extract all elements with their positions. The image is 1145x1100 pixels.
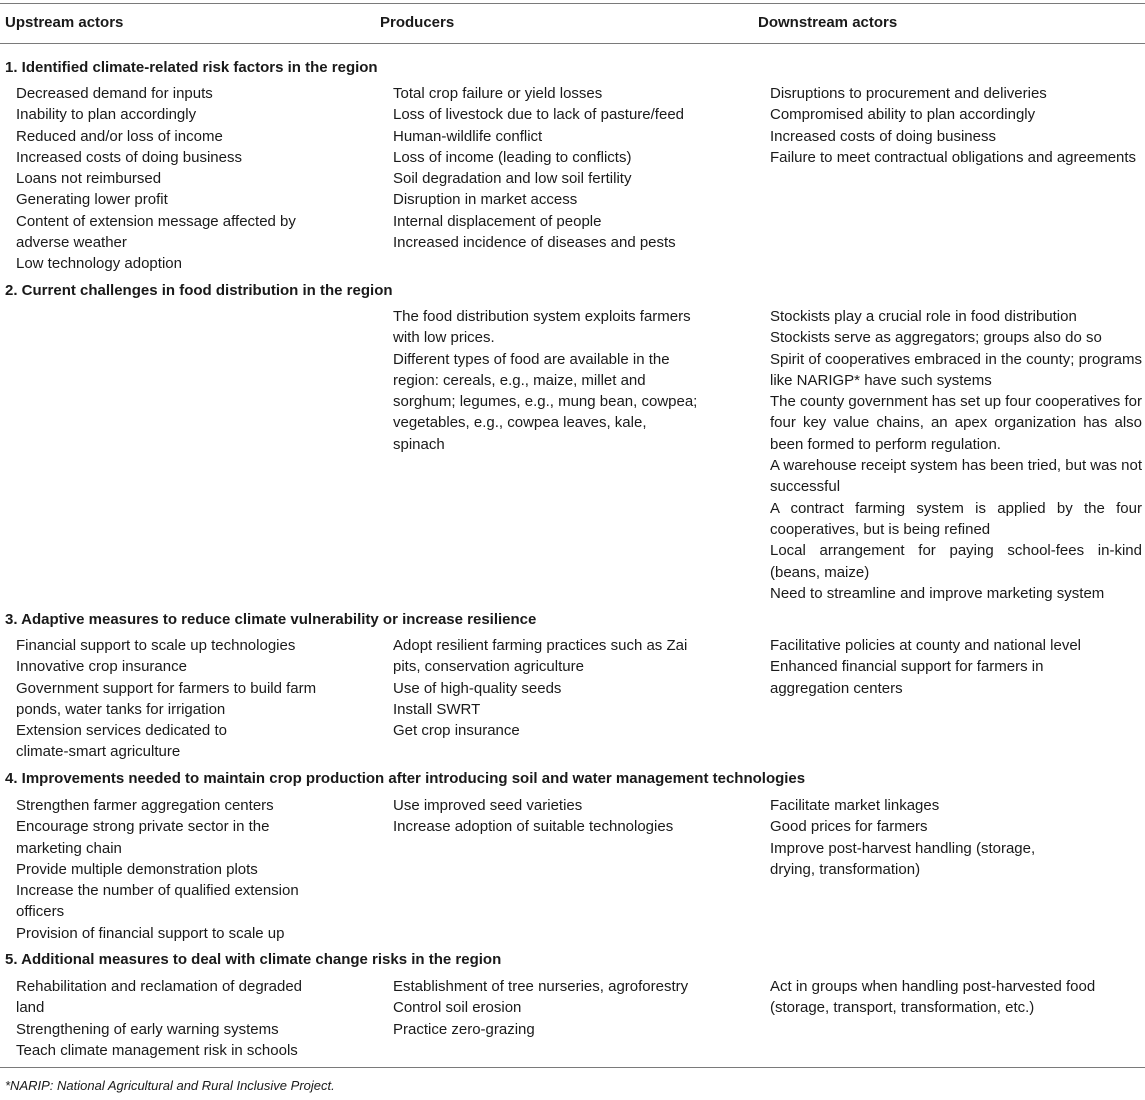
list-item: Install SWRT [393,700,481,718]
section-title: 2. Current challenges in food distribution in the region [5,282,393,299]
list-item: Inability to plan accordingly [16,106,197,124]
section-5-downstream [770,976,1142,1019]
list-item: Loss of livestock due to lack of pasture/feed [393,106,684,124]
list-item: Practice zero-grazing [393,1020,535,1038]
list-item: Stockists play a crucial role in food distribution [770,308,1077,325]
list-item: Local arrangement for paying school-fees in-kind (beans, maize) [770,542,1142,581]
section-2-downstream [770,306,1142,604]
list-item: The county government has set up four cooperatives for four key value chains, an apex organization has also been formed to perform regulation. [770,393,1142,453]
footnote: *NARIP: National Agricultural and Rural Inclusive Project. [5,1078,335,1093]
list-item: Compromised ability to plan accordingly [770,106,1036,124]
list-item: Generating lower profit [16,191,168,209]
list-item: Loans not reimbursed [16,170,162,188]
table-bottom-rule [0,1067,1145,1068]
list-item: Provision of financial support to scale up [16,924,285,942]
header-producers: Producers [380,14,455,31]
list-item: Provide multiple demonstration plots [16,860,258,878]
list-item: Increase adoption of suitable technologies [393,818,674,836]
list-item: Need to streamline and improve marketing system [770,584,1105,602]
list-item: Act in groups when handling post-harvested food (storage, transport, transformation, etc.) [770,978,1096,1017]
list-item: Use of high-quality seeds [393,679,562,697]
list-item: Decreased demand for inputs [16,85,213,102]
list-item: Reduced and/or loss of income [16,127,223,145]
list-item: Content of extension message affected by adverse weather [16,212,296,252]
list-item: Encourage strong private sector in the marketing chain [16,818,270,857]
list-item: A warehouse receipt system has been tried, but was not successful [770,457,1142,496]
header-upstream: Upstream actors [5,14,124,31]
section-5-upstream [16,976,336,1061]
list-item: Enhanced financial support for farmers in aggregation centers [770,658,1044,697]
section-4-producers [393,795,703,838]
list-item: Use improved seed varieties [393,797,583,814]
section-title: 5. Additional measures to deal with climate change risks in the region [5,951,502,968]
list-item: Establishment of tree nurseries, agroforestry [393,978,689,995]
list-item: Financial support to scale up technologies [16,637,296,654]
list-item: Disruption in market access [393,191,578,209]
section-title: 4. Improvements needed to maintain crop production after introducing soil and water management technologies [5,770,806,787]
section-4-upstream [16,795,336,944]
section-title: 3. Adaptive measures to reduce climate vulnerability or increase resilience [5,611,537,628]
list-item: Disruptions to procurement and deliveries [770,85,1047,102]
list-item: Innovative crop insurance [16,658,187,676]
list-item: Rehabilitation and reclamation of degraded land [16,978,303,1017]
list-item: A contract farming system is applied by the four cooperatives, but is being refined [770,499,1142,538]
list-item: Facilitate market linkages [770,797,940,814]
list-item: Increased incidence of diseases and pests [393,234,676,252]
list-item: Stockists serve as aggregators; groups also do so [770,329,1102,347]
list-item: Teach climate management risk in schools [16,1041,298,1059]
list-item: Adopt resilient farming practices such as Zai pits, conservation agriculture [393,637,688,676]
list-item: Good prices for farmers [770,818,928,836]
list-item: Different types of food are available in the region: cereals, e.g., maize, millet and sorghum; legumes, e.g., mung bean, cowpea; vegetables, e.g., cowpea leaves, kale, spinach [393,350,698,453]
section-5-producers [393,976,703,1040]
list-item: Low technology adoption [16,255,182,273]
section-1-producers [393,83,703,253]
list-item: Internal displacement of people [393,212,602,230]
list-item: Improve post-harvest handling (storage, drying, transformation) [770,839,1036,878]
list-item: Strengthening of early warning systems [16,1020,279,1038]
header-downstream: Downstream actors [758,14,898,31]
list-item: Increased costs of doing business [16,148,242,166]
list-item: Get crop insurance [393,722,520,740]
header-rule [0,43,1145,44]
list-item: Strengthen farmer aggregation centers [16,797,274,814]
section-title: 1. Identified climate-related risk factors in the region [5,59,378,76]
list-item: The food distribution system exploits farmers with low prices. [393,308,691,347]
list-item: Failure to meet contractual obligations and agreements [770,148,1137,166]
list-item: Increased costs of doing business [770,127,996,145]
list-item: Total crop failure or yield losses [393,85,603,102]
section-2-producers [393,306,699,455]
list-item: Spirit of cooperatives embraced in the county; programs like NARIGP* have such systems [770,350,1142,389]
section-3-downstream [770,635,1142,699]
list-item: Human-wildlife conflict [393,127,543,145]
section-3-producers [393,635,703,741]
section-3-upstream [16,635,336,763]
list-item: Control soil erosion [393,999,522,1017]
list-item: Facilitative policies at county and national level [770,637,1082,654]
section-4-downstream [770,795,1142,880]
section-1-downstream [770,83,1142,168]
section-1-upstream [16,83,336,275]
table-top-rule [0,3,1145,4]
list-item: Soil degradation and low soil fertility [393,170,632,188]
list-item: Loss of income (leading to conflicts) [393,148,632,166]
list-item: Government support for farmers to build farm ponds, water tanks for irrigation [16,679,317,718]
list-item: Extension services dedicated to climate-smart agriculture [16,722,227,761]
list-item: Increase the number of qualified extension officers [16,882,299,921]
